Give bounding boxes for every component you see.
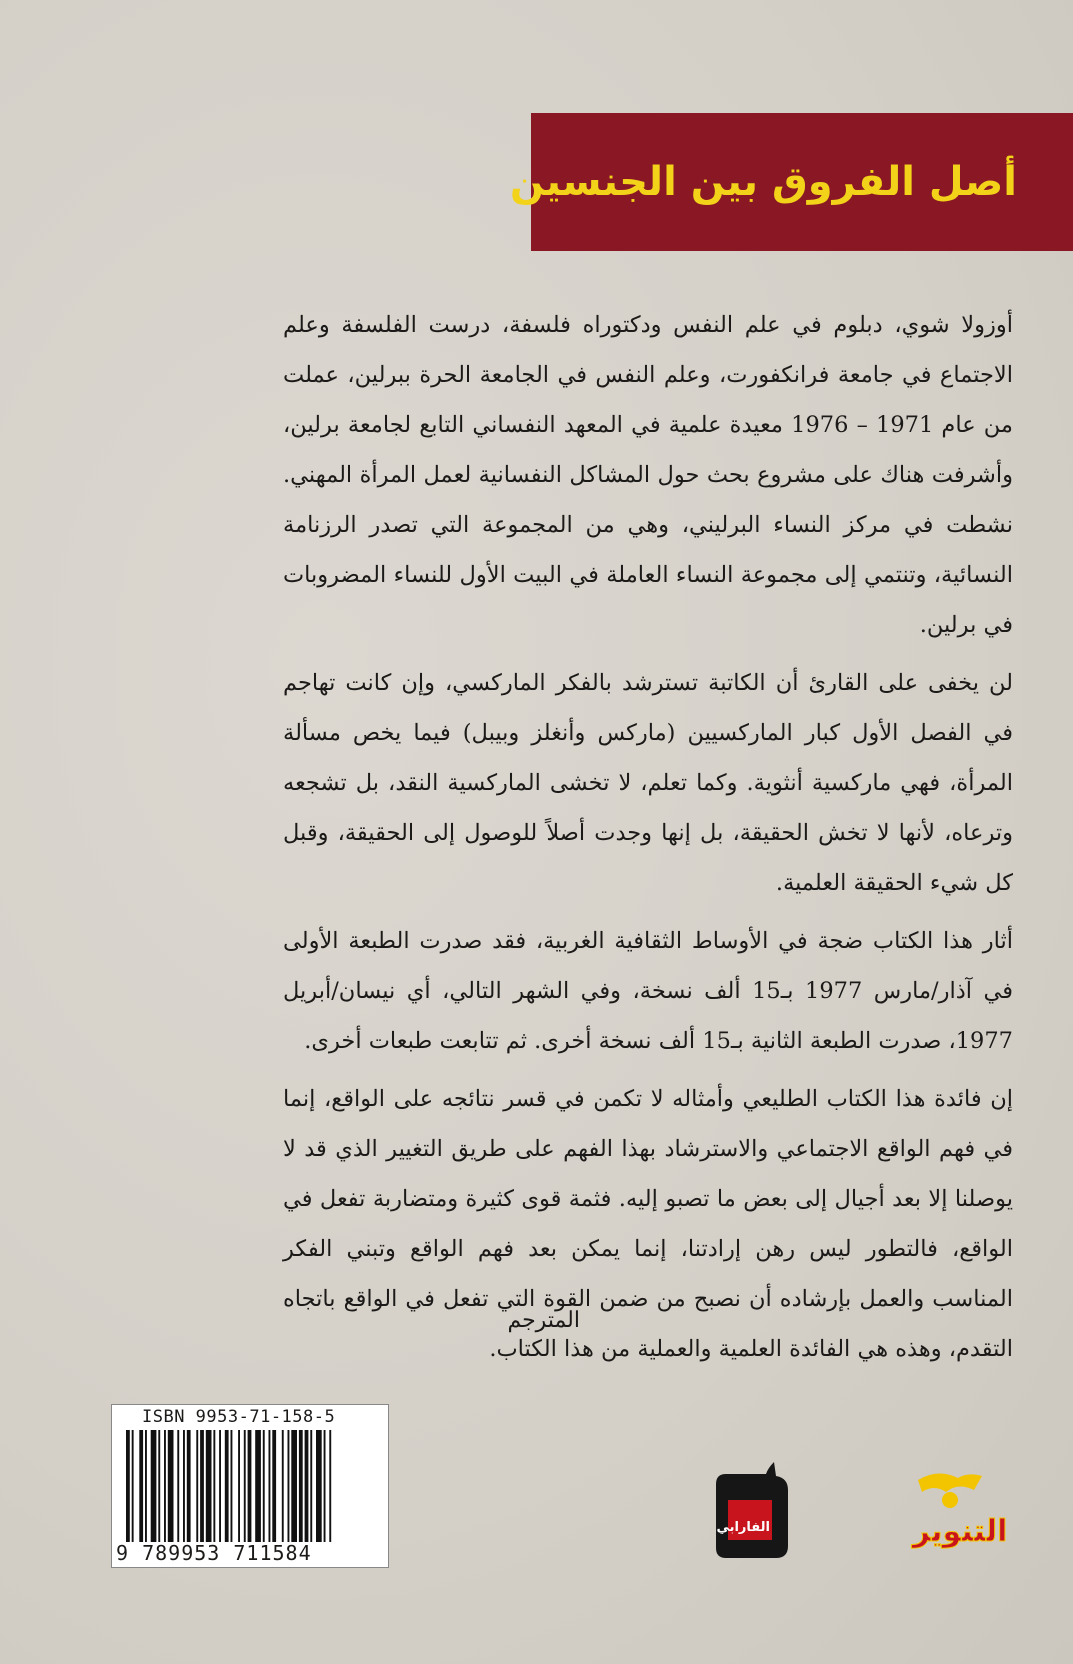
paragraph-author-bio: أوزولا شوي، دبلوم في علم النفس ودكتوراه فلسفة، درست الفلسفة وعلم الاجتماع في جامعة فرانكفورت، وعلم النفس في الجامعة الحرة ببرلين، عملت من عام 1971 – 1976 معيدة علمية في المعهد النفساني التابع لجامعة برلين، وأشرفت هناك على مشروع بحث حول المشاكل النفسانية لعمل المرأة المهني. نشطت في مركز النساء البرليني، وهي من المجموعة التي تصدر الرزنامة النسائية، وتنتمي إلى مجموعة النساء العاملة في البيت الأول للنساء المضروبات في برلين. <box>283 312 1013 638</box>
isbn-label: ISBN 9953-71-158-5 <box>142 1407 336 1427</box>
ean-digits: 9 789953 711584 <box>116 1541 312 1565</box>
paragraph-editions: أثار هذا الكتاب ضجة في الأوساط الثقافية الغربية، فقد صدرت الطبعة الأولى في آذار/مارس 1977 بـ15 ألف نسخة، وفي الشهر التالي، أي نيسان/أبريل 1977، صدرت الطبعة الثانية بـ15 ألف نسخة أخرى. ثم تتابعت طبعات أخرى. <box>283 928 1013 1054</box>
barcode-bars <box>126 1430 374 1542</box>
translator-signature: المترجم <box>507 1308 580 1333</box>
book-title: أصل الفروق بين الجنسين <box>509 159 1017 205</box>
isbn-barcode <box>111 1404 389 1568</box>
back-cover-description <box>283 300 1013 1382</box>
farabi-logo-icon <box>710 1462 792 1562</box>
title-banner <box>509 113 1073 251</box>
tanweer-logo-text: التنوير <box>912 1514 1008 1549</box>
paragraph-value: إن فائدة هذا الكتاب الطليعي وأمثاله لا تكمن في قسر نتائجه على الواقع، إنما في فهم الواقع الاجتماعي والاسترشاد بهذا الفهم على طريق التغيير الذي قد لا يوصلنا إلا بعد أجيال إلى بعض ما تصبو إليه. فثمة قوى كثيرة ومتضاربة تفعل في الواقع، فالتطور ليس رهن إرادتنا، إنما يمكن بعد فهم الواقع وتبني الفكر المناسب والعمل بإرشاده أن نصبح من ضمن القوة التي تفعل في الواقع باتجاه التقدم، وهذه هي الفائدة العلمية والعملية من هذا الكتاب. <box>283 1086 1013 1362</box>
farabi-logo-text: الفارابي <box>716 1520 770 1535</box>
paragraph-marxist-view: لن يخفى على القارئ أن الكاتبة تسترشد بالفكر الماركسي، وإن كانت تهاجم في الفصل الأول كبار الماركسيين (ماركس وأنغلز وبيبل) فيما يخص مسألة المرأة، فهي ماركسية أنثوية. وكما تعلم، لا تخشى الماركسية النقد، بل تشجعه وترعاه، لأنها لا تخش الحقيقة، بل إنها وجدت أصلاً للوصول إلى الحقيقة، وقبل كل شيء الحقيقة العلمية. <box>283 670 1013 896</box>
